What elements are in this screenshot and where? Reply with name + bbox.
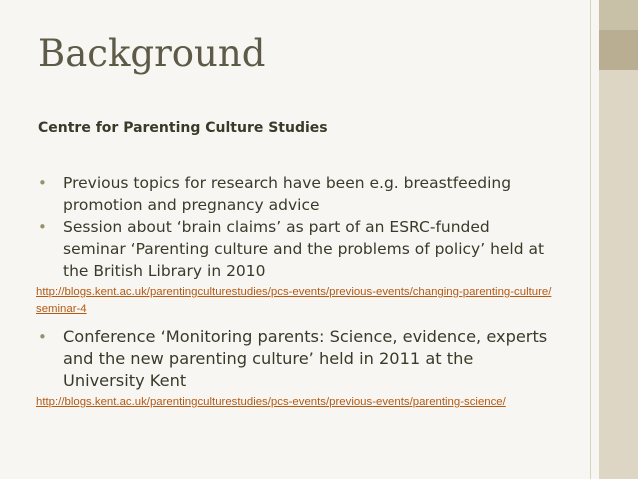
bullet-item	[36, 326, 556, 392]
bullet-icon: •	[38, 328, 47, 346]
bullet-text: Session about ‘brain claims’ as part of an ESRC-funded seminar ‘Parenting culture and the problems of policy’ held at the British Library in 2010	[63, 218, 545, 280]
side-bar-band-mid	[599, 30, 638, 70]
decorative-divider-line	[590, 0, 591, 479]
decorative-side-bar	[599, 0, 638, 479]
bullet-item	[36, 216, 556, 282]
slide-title: Background	[38, 32, 266, 75]
bullet-icon: •	[38, 218, 47, 236]
bullet-text: Previous topics for research have been e.g. breastfeeding promotion and pregnancy advice	[63, 174, 512, 214]
parenting-science-link[interactable]: http://blogs.kent.ac.uk/parentingculturestudies/pcs-events/previous-events/parenting-science/	[36, 396, 506, 408]
bullet-text: Conference ‘Monitoring parents: Science, evidence, experts and the new parenting culture’ held in 2011 at the University Kent	[63, 327, 548, 390]
slide-subtitle: Centre for Parenting Culture Studies	[38, 120, 328, 136]
bullet-item	[36, 172, 556, 216]
bullet-icon: •	[38, 174, 47, 192]
slide-content	[36, 172, 556, 419]
side-bar-band-bottom	[599, 70, 638, 479]
side-bar-band-top	[599, 0, 638, 30]
seminar-link[interactable]: http://blogs.kent.ac.uk/parentingculturestudies/pcs-events/previous-events/changing-parenting-culture/seminar-4	[36, 286, 552, 315]
